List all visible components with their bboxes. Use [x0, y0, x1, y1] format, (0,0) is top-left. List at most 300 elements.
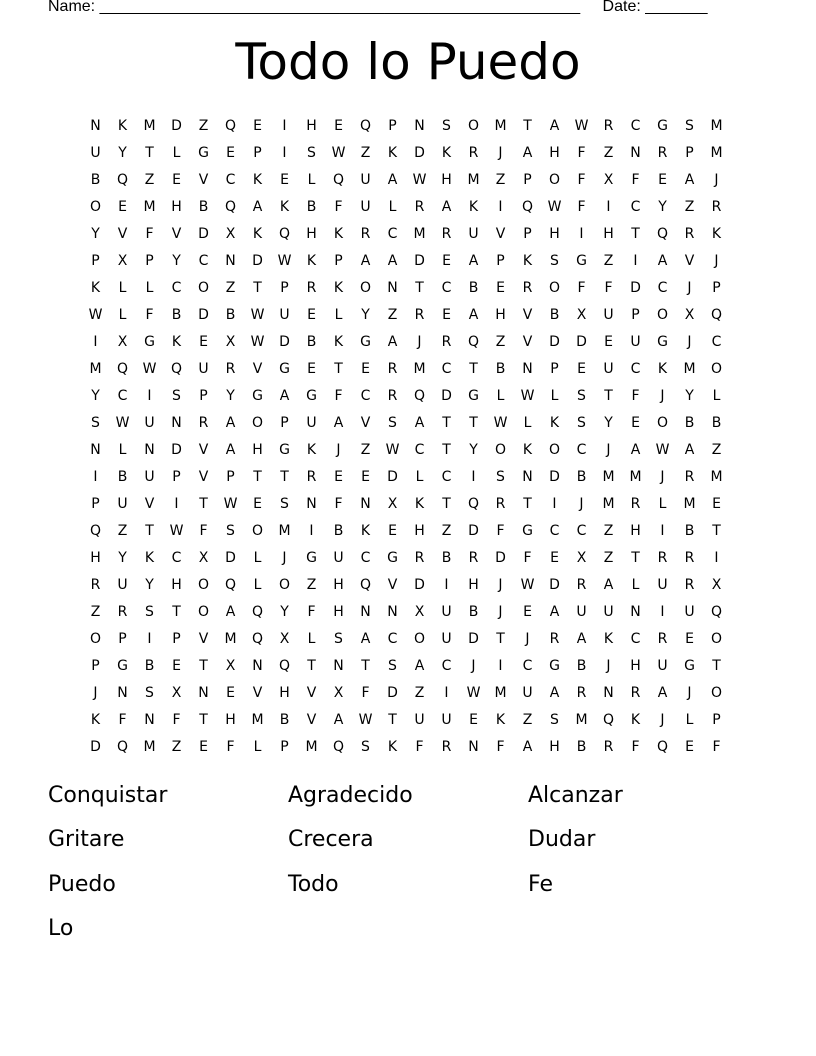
grid-letter: R — [441, 226, 452, 242]
grid-letter: B — [198, 199, 209, 215]
grid-letter: K — [333, 280, 344, 296]
grid-letter: E — [631, 415, 640, 431]
grid-letter: P — [388, 118, 397, 134]
grid-letter: Z — [117, 523, 128, 539]
grid-letter: F — [145, 226, 154, 242]
grid-letter: Z — [522, 712, 533, 728]
grid-letter: Q — [224, 118, 237, 134]
date-field-label: Date: _______ — [602, 0, 708, 15]
grid-row — [82, 167, 730, 194]
grid-letter: B — [144, 658, 155, 674]
grid-letter: L — [307, 631, 316, 647]
grid-letter: K — [333, 226, 344, 242]
grid-letter: A — [684, 442, 695, 458]
grid-letter: A — [225, 442, 236, 458]
grid-letter: J — [606, 658, 611, 674]
grid-letter: U — [468, 226, 479, 242]
grid-letter: T — [442, 415, 451, 431]
grid-letter: T — [442, 496, 451, 512]
grid-letter: D — [198, 307, 209, 323]
grid-letter: F — [172, 712, 181, 728]
grid-letter: Q — [656, 739, 669, 755]
grid-letter: T — [523, 496, 532, 512]
grid-letter: G — [279, 361, 290, 377]
grid-letter: C — [360, 550, 371, 566]
grid-letter: J — [525, 631, 530, 647]
grid-letter: N — [117, 685, 128, 701]
grid-letter: T — [604, 388, 613, 404]
grid-letter: X — [225, 658, 236, 674]
grid-letter: M — [683, 496, 696, 512]
grid-letter: R — [387, 361, 398, 377]
grid-letter: Y — [469, 442, 478, 458]
grid-letter: S — [577, 388, 586, 404]
grid-letter: C — [360, 388, 371, 404]
grid-letter: B — [117, 469, 128, 485]
grid-letter: F — [415, 739, 424, 755]
grid-letter: I — [309, 523, 314, 539]
grid-row — [82, 437, 730, 464]
grid-letter: Z — [171, 739, 182, 755]
grid-letter: X — [576, 550, 587, 566]
grid-letter: S — [145, 685, 154, 701]
grid-row — [82, 140, 730, 167]
grid-letter: I — [174, 496, 179, 512]
grid-letter: N — [252, 658, 263, 674]
grid-letter: E — [199, 334, 208, 350]
grid-letter: E — [469, 712, 478, 728]
grid-letter: O — [656, 307, 669, 323]
grid-letter: R — [414, 199, 425, 215]
grid-letter: R — [630, 496, 641, 512]
grid-letter: W — [412, 172, 427, 188]
grid-letter: R — [684, 469, 695, 485]
grid-letter: I — [606, 199, 611, 215]
grid-letter: Q — [278, 658, 291, 674]
grid-letter: T — [199, 496, 208, 512]
grid-letter: P — [91, 496, 100, 512]
grid-letter: E — [361, 361, 370, 377]
grid-letter: X — [414, 604, 425, 620]
grid-letter: G — [576, 253, 587, 269]
grid-letter: K — [549, 415, 560, 431]
grid-letter: J — [687, 280, 692, 296]
grid-letter: Q — [602, 712, 615, 728]
grid-letter: D — [252, 253, 263, 269]
grid-letter: R — [306, 469, 317, 485]
grid-letter: Q — [224, 577, 237, 593]
grid-letter: Y — [91, 388, 100, 404]
grid-letter: M — [710, 469, 723, 485]
grid-row — [82, 653, 730, 680]
grid-letter: T — [469, 415, 478, 431]
grid-letter: H — [549, 739, 560, 755]
grid-letter: R — [603, 739, 614, 755]
grid-letter: N — [468, 739, 479, 755]
grid-letter: O — [251, 523, 264, 539]
grid-letter: T — [712, 658, 721, 674]
grid-letter: U — [603, 361, 614, 377]
grid-letter: D — [630, 280, 641, 296]
grid-letter: R — [576, 577, 587, 593]
grid-letter: A — [414, 658, 425, 674]
grid-letter: S — [496, 469, 505, 485]
word-list-item: Fe — [528, 871, 553, 897]
grid-letter: X — [279, 631, 290, 647]
grid-letter: P — [712, 712, 721, 728]
grid-letter: E — [334, 118, 343, 134]
grid-letter: M — [494, 685, 507, 701]
grid-letter: Y — [685, 388, 694, 404]
grid-letter: E — [253, 496, 262, 512]
grid-letter: W — [655, 442, 670, 458]
grid-letter: H — [630, 523, 641, 539]
grid-letter: L — [145, 280, 154, 296]
grid-letter: M — [629, 469, 642, 485]
grid-letter: N — [198, 685, 209, 701]
grid-letter: T — [280, 469, 289, 485]
grid-letter: C — [549, 523, 560, 539]
grid-letter: P — [253, 145, 262, 161]
grid-letter: R — [657, 631, 668, 647]
grid-letter: Z — [306, 577, 317, 593]
grid-letter: I — [633, 253, 638, 269]
grid-letter: A — [657, 253, 668, 269]
grid-letter: T — [145, 523, 154, 539]
grid-letter: T — [388, 712, 397, 728]
grid-letter: U — [360, 199, 371, 215]
grid-letter: E — [307, 307, 316, 323]
grid-letter: P — [685, 145, 694, 161]
grid-letter: U — [576, 604, 587, 620]
grid-letter: D — [549, 334, 560, 350]
grid-letter: R — [630, 685, 641, 701]
grid-letter: A — [549, 685, 560, 701]
grid-letter: A — [522, 145, 533, 161]
grid-row — [82, 302, 730, 329]
grid-letter: E — [496, 280, 505, 296]
grid-letter: Z — [603, 253, 614, 269]
grid-letter: T — [334, 361, 343, 377]
grid-letter: Q — [251, 604, 264, 620]
grid-letter: B — [495, 361, 506, 377]
grid-letter: L — [388, 199, 397, 215]
grid-letter: K — [387, 145, 398, 161]
grid-letter: V — [684, 253, 695, 269]
grid-letter: U — [117, 577, 128, 593]
grid-letter: V — [306, 712, 317, 728]
grid-letter: C — [522, 658, 533, 674]
grid-letter: J — [606, 442, 611, 458]
grid-letter: O — [197, 577, 210, 593]
grid-letter: R — [117, 604, 128, 620]
grid-letter: A — [333, 415, 344, 431]
grid-letter: A — [414, 415, 425, 431]
grid-letter: B — [333, 523, 344, 539]
grid-letter: P — [496, 253, 505, 269]
grid-letter: Q — [710, 604, 723, 620]
grid-letter: I — [282, 145, 287, 161]
grid-letter: F — [577, 172, 586, 188]
grid-letter: A — [522, 739, 533, 755]
grid-letter: N — [414, 118, 425, 134]
grid-letter: Z — [198, 118, 209, 134]
grid-letter: R — [360, 226, 371, 242]
grid-letter: L — [118, 280, 127, 296]
grid-letter: V — [252, 685, 263, 701]
name-field-label: Name: ______________________________________________________ — [48, 0, 581, 15]
grid-letter: M — [494, 118, 507, 134]
grid-letter: V — [522, 334, 533, 350]
grid-letter: L — [685, 712, 694, 728]
grid-letter: E — [712, 496, 721, 512]
grid-letter: N — [333, 658, 344, 674]
grid-letter: R — [684, 550, 695, 566]
grid-letter: L — [307, 172, 316, 188]
grid-letter: Q — [224, 199, 237, 215]
grid-letter: I — [660, 523, 665, 539]
grid-letter: C — [414, 442, 425, 458]
grid-letter: C — [441, 280, 452, 296]
grid-letter: E — [577, 361, 586, 377]
grid-letter: Y — [91, 226, 100, 242]
grid-letter: G — [468, 388, 479, 404]
grid-letter: I — [660, 604, 665, 620]
grid-letter: B — [441, 550, 452, 566]
grid-letter: N — [144, 712, 155, 728]
grid-letter: R — [684, 577, 695, 593]
grid-letter: Y — [604, 415, 613, 431]
grid-letter: H — [549, 226, 560, 242]
grid-letter: H — [306, 226, 317, 242]
grid-letter: I — [444, 577, 449, 593]
grid-letter: K — [279, 199, 290, 215]
grid-letter: A — [549, 118, 560, 134]
grid-letter: J — [336, 442, 341, 458]
grid-letter: D — [387, 685, 398, 701]
grid-letter: C — [630, 199, 641, 215]
grid-letter: M — [413, 361, 426, 377]
grid-letter: A — [225, 604, 236, 620]
grid-letter: X — [333, 685, 344, 701]
grid-letter: I — [579, 226, 584, 242]
grid-letter: B — [549, 307, 560, 323]
grid-letter: N — [522, 469, 533, 485]
grid-letter: M — [143, 118, 156, 134]
grid-letter: O — [197, 280, 210, 296]
grid-letter: R — [603, 118, 614, 134]
grid-letter: B — [468, 604, 479, 620]
grid-letter: K — [360, 523, 371, 539]
grid-letter: B — [90, 172, 101, 188]
grid-letter: T — [361, 658, 370, 674]
grid-letter: C — [630, 118, 641, 134]
grid-letter: E — [685, 631, 694, 647]
grid-letter: I — [498, 658, 503, 674]
grid-letter: J — [282, 550, 287, 566]
header-line — [48, 0, 708, 16]
grid-letter: L — [523, 415, 532, 431]
grid-letter: O — [359, 280, 372, 296]
page-title: Todo lo Puedo — [235, 33, 581, 91]
grid-letter: Z — [603, 523, 614, 539]
grid-letter: G — [279, 442, 290, 458]
grid-letter: Z — [684, 199, 695, 215]
grid-letter: O — [278, 577, 291, 593]
grid-letter: D — [414, 253, 425, 269]
grid-letter: E — [604, 334, 613, 350]
grid-letter: W — [223, 496, 238, 512]
grid-letter: T — [199, 658, 208, 674]
grid-letter: A — [441, 199, 452, 215]
grid-letter: F — [361, 685, 370, 701]
grid-letter: E — [307, 361, 316, 377]
grid-letter: S — [145, 604, 154, 620]
grid-letter: I — [498, 199, 503, 215]
grid-letter: D — [171, 442, 182, 458]
grid-letter: K — [441, 145, 452, 161]
grid-letter: Y — [118, 550, 127, 566]
grid-letter: E — [172, 172, 181, 188]
grid-letter: P — [280, 415, 289, 431]
grid-letter: K — [171, 334, 182, 350]
grid-letter: E — [685, 739, 694, 755]
grid-letter: D — [576, 334, 587, 350]
grid-letter: O — [197, 604, 210, 620]
grid-letter: K — [414, 496, 425, 512]
grid-letter: C — [441, 361, 452, 377]
grid-letter: B — [576, 469, 587, 485]
grid-letter: Q — [170, 361, 183, 377]
grid-letter: A — [387, 253, 398, 269]
grid-letter: K — [333, 334, 344, 350]
grid-letter: O — [494, 442, 507, 458]
grid-letter: P — [172, 631, 181, 647]
grid-letter: S — [91, 415, 100, 431]
grid-letter: K — [90, 280, 101, 296]
grid-letter: G — [657, 334, 668, 350]
grid-row — [82, 410, 730, 437]
grid-letter: L — [253, 577, 262, 593]
grid-letter: S — [550, 712, 559, 728]
grid-row — [82, 626, 730, 653]
grid-letter: B — [225, 307, 236, 323]
grid-letter: V — [252, 361, 263, 377]
grid-letter: P — [145, 253, 154, 269]
grid-letter: M — [467, 172, 480, 188]
grid-letter: C — [117, 388, 128, 404]
grid-letter: M — [143, 739, 156, 755]
grid-letter: J — [471, 658, 476, 674]
grid-letter: N — [630, 145, 641, 161]
grid-letter: P — [280, 280, 289, 296]
grid-letter: R — [711, 199, 722, 215]
grid-letter: R — [414, 550, 425, 566]
grid-letter: K — [630, 712, 641, 728]
grid-letter: C — [441, 469, 452, 485]
grid-row — [82, 734, 730, 761]
grid-letter: T — [469, 361, 478, 377]
grid-letter: W — [385, 442, 400, 458]
grid-letter: H — [90, 550, 101, 566]
word-list-item: Puedo — [48, 871, 116, 897]
grid-letter: Q — [359, 577, 372, 593]
grid-letter: L — [334, 307, 343, 323]
grid-letter: E — [280, 172, 289, 188]
grid-letter: P — [91, 253, 100, 269]
grid-letter: Q — [413, 388, 426, 404]
grid-letter: F — [496, 523, 505, 539]
grid-letter: O — [710, 361, 723, 377]
grid-letter: J — [417, 334, 422, 350]
grid-letter: F — [604, 280, 613, 296]
grid-letter: V — [387, 577, 398, 593]
grid-letter: P — [712, 280, 721, 296]
grid-letter: K — [657, 361, 668, 377]
grid-letter: M — [710, 118, 723, 134]
grid-letter: Z — [90, 604, 101, 620]
grid-letter: Y — [226, 388, 235, 404]
grid-letter: G — [252, 388, 263, 404]
grid-letter: F — [577, 199, 586, 215]
word-list-item: Todo — [288, 871, 339, 897]
grid-letter: D — [549, 577, 560, 593]
grid-letter: M — [710, 145, 723, 161]
grid-letter: E — [172, 658, 181, 674]
grid-letter: P — [280, 739, 289, 755]
grid-letter: R — [657, 550, 668, 566]
grid-letter: F — [577, 280, 586, 296]
grid-letter: F — [334, 199, 343, 215]
grid-letter: W — [250, 307, 265, 323]
grid-letter: Y — [145, 577, 154, 593]
grid-letter: X — [225, 226, 236, 242]
grid-letter: A — [630, 442, 641, 458]
grid-letter: V — [198, 442, 209, 458]
grid-letter: U — [522, 685, 533, 701]
grid-letter: L — [550, 388, 559, 404]
grid-letter: H — [549, 145, 560, 161]
grid-letter: F — [145, 307, 154, 323]
grid-letter: U — [603, 604, 614, 620]
grid-letter: A — [387, 172, 398, 188]
grid-letter: D — [468, 523, 479, 539]
word-list-item: Dudar — [528, 827, 596, 853]
grid-letter: K — [306, 253, 317, 269]
grid-letter: E — [388, 523, 397, 539]
grid-letter: V — [198, 631, 209, 647]
grid-letter: R — [522, 280, 533, 296]
grid-row — [82, 491, 730, 518]
grid-letter: X — [117, 334, 128, 350]
word-list-item: Crecera — [288, 827, 374, 853]
grid-letter: T — [442, 442, 451, 458]
grid-letter: S — [307, 145, 316, 161]
grid-letter: F — [577, 145, 586, 161]
grid-letter: L — [253, 739, 262, 755]
grid-letter: T — [712, 523, 721, 539]
grid-row — [82, 248, 730, 275]
grid-letter: K — [603, 631, 614, 647]
grid-letter: U — [279, 307, 290, 323]
grid-letter: R — [468, 550, 479, 566]
grid-letter: K — [522, 253, 533, 269]
grid-letter: F — [334, 388, 343, 404]
grid-letter: E — [226, 685, 235, 701]
grid-letter: C — [576, 523, 587, 539]
grid-letter: C — [441, 658, 452, 674]
grid-letter: C — [630, 631, 641, 647]
